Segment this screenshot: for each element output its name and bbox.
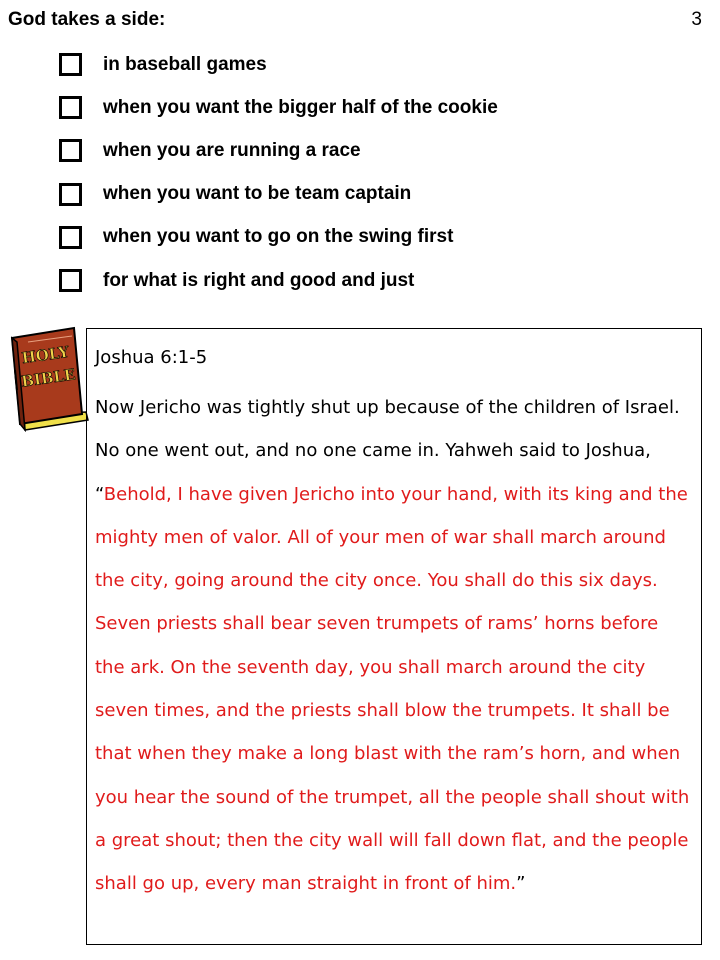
checkbox[interactable] <box>59 269 82 292</box>
checkbox[interactable] <box>59 96 82 119</box>
checkbox[interactable] <box>59 139 82 162</box>
checkbox-item <box>59 259 498 302</box>
scripture-reference: Joshua 6:1-5 <box>95 347 208 368</box>
scripture-narration: Now Jericho was tightly shut up because of the children of Israel. No one went out, and no one came in. Yahweh said to Joshua, “ <box>95 397 680 505</box>
page-number: 3 <box>691 9 702 30</box>
checkbox-label: when you want to be team captain <box>103 183 412 205</box>
scripture-body <box>95 386 691 906</box>
checkbox-label: when you want the bigger half of the cookie <box>103 96 498 118</box>
scripture-quote: Behold, I have given Jericho into your hand, with its king and the mighty men of valor. All of your men of war shall march around the city, going around the city once. You shall do this six days. Seven priests shall bear seven trumpets of rams’ horns before the ark. On the seventh day, you shall march around the city seven times, and the priests shall blow the trumpets. It shall be that when they make a long blast with the ram’s horn, and when you hear the sound of the trumpet, all the people shall shout with a great shout; then the city wall will fall down flat, and the people shall go up, every man straight in front of him. <box>95 483 690 895</box>
checkbox-label: in baseball games <box>103 53 267 75</box>
checkbox-item <box>59 173 498 216</box>
checkbox-item <box>59 86 498 129</box>
checkbox-label: when you want to go on the swing first <box>103 226 454 248</box>
bible-title-line2: BIBLE <box>20 365 77 391</box>
checkbox-item <box>59 216 498 259</box>
page-title: God takes a side: <box>8 9 166 30</box>
checkbox-item <box>59 129 498 172</box>
checkbox-item <box>59 43 498 86</box>
checkbox[interactable] <box>59 183 82 206</box>
checkbox-label: when you are running a race <box>103 139 361 161</box>
checkbox[interactable] <box>59 53 82 76</box>
checkbox-label: for what is right and good and just <box>103 269 415 291</box>
bible-title-line1: HOLY <box>20 342 71 368</box>
checkbox-list <box>59 43 498 302</box>
checkbox[interactable] <box>59 226 82 249</box>
scripture-passage <box>86 328 702 945</box>
holy-bible-icon <box>6 326 90 432</box>
closing-quote-mark: ” <box>516 873 526 895</box>
